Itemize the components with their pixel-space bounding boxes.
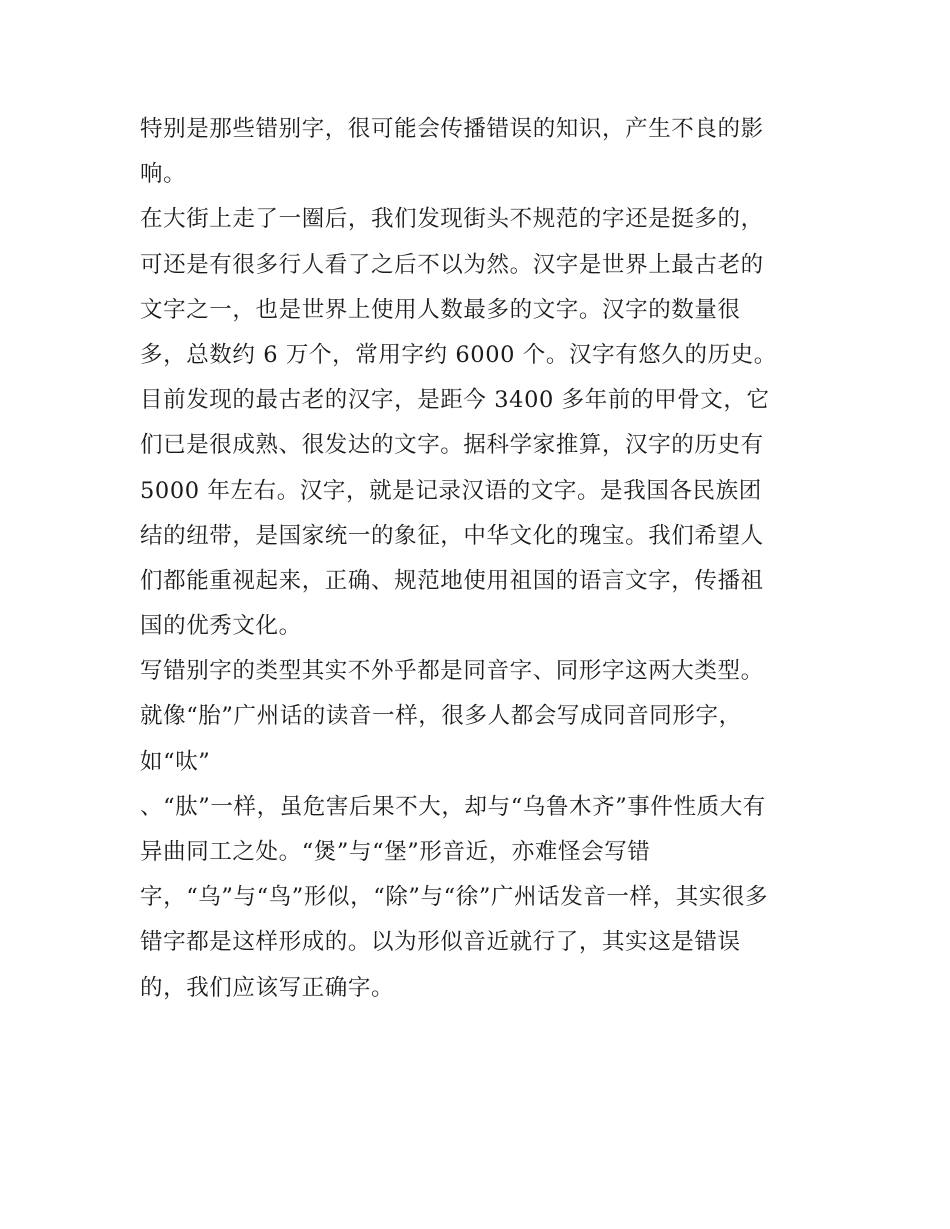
text-line-19: 错字都是这样形成的。以为形似音近就行了，其实这是错误: [140, 929, 741, 956]
text-line-16: 、“肽”一样，虽危害后果不大，却与“乌鲁木齐”事件性质大有: [140, 793, 766, 820]
text-line-20: 的，我们应该写正确字。: [140, 974, 395, 1001]
text-line-13: 写错别字的类型其实不外乎都是同音字、同形字这两大类型。: [140, 658, 764, 685]
text-line-17: 异曲同工之处。“煲”与“堡”形音近，亦难怪会写错: [140, 839, 651, 865]
text-line-3: 在大街上走了一圈后，我们发现街头不规范的字还是挺多的，: [140, 206, 764, 233]
text-line-2: 响。: [140, 161, 187, 188]
text-line-12: 国的优秀文化。: [140, 613, 302, 640]
body-text: [140, 107, 830, 1011]
text-line-18: 字，“乌”与“鸟”形似，“除”与“徐”广州话发音一样，其实很多: [140, 884, 769, 911]
text-line-11: 们都能重视起来，正确、规范地使用祖国的语言文字，传播祖: [140, 567, 764, 594]
text-line-8: 们已是很成熟、很发达的文字。据科学家推算，汉字的历史有: [140, 432, 764, 459]
text-line-15: 如“呔”: [140, 748, 211, 775]
text-line-7: 目前发现的最古老的汉字，是距今 3400 多年前的甲骨文，它: [140, 387, 770, 414]
text-line-5: 文字之一，也是世界上使用人数最多的文字。汉字的数量很: [140, 296, 741, 323]
text-line-1: 特别是那些错别字，很可能会传播错误的知识，产生不良的影: [140, 116, 764, 142]
text-line-4: 可还是有很多行人看了之后不以为然。汉字是世界上最古老的: [140, 251, 764, 278]
text-line-6: 多，总数约 6 万个，常用字约 6000 个。汉字有悠久的历史。: [140, 341, 777, 368]
text-line-14: 就像“胎”广州话的读音一样，很多人都会写成同音同形字，: [140, 703, 742, 730]
text-line-9: 5000 年左右。汉字，就是记录汉语的文字。是我国各民族团: [140, 477, 762, 504]
text-line-10: 结的纽带，是国家统一的象征，中华文化的瑰宝。我们希望人: [140, 522, 764, 549]
